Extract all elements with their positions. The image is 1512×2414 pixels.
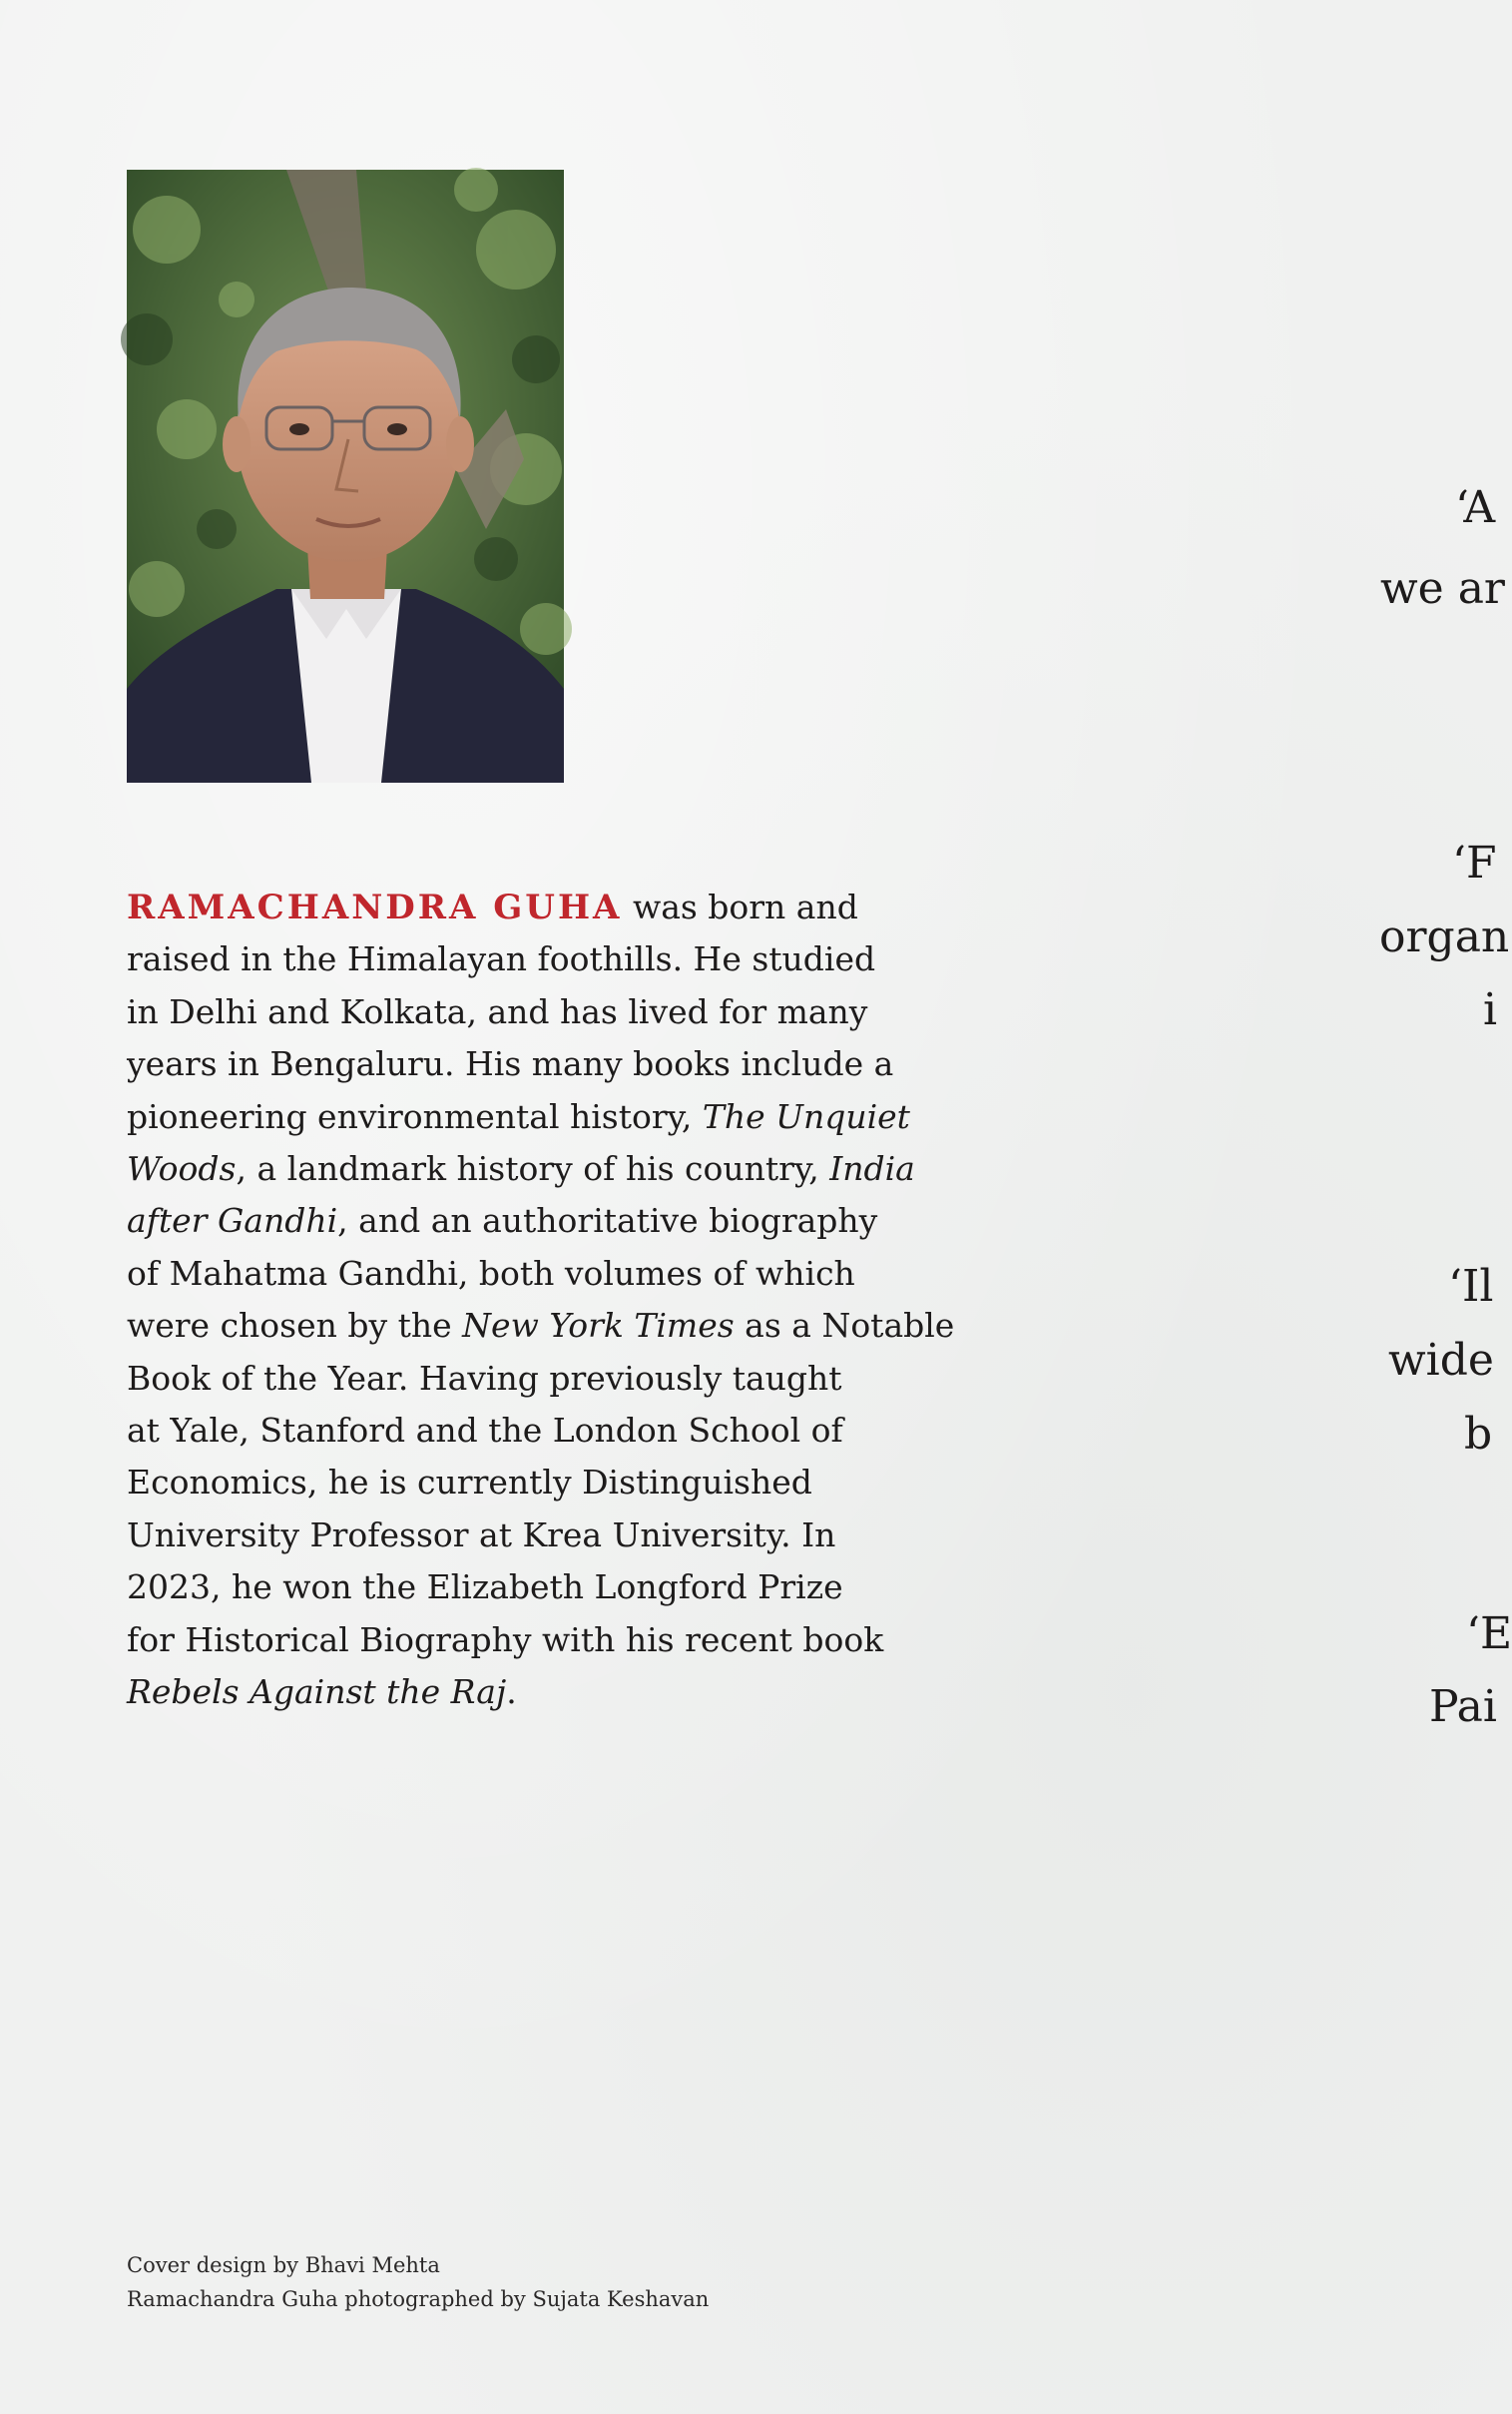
bio-line: pioneering environmental history, The Unquiet — [127, 1096, 910, 1136]
author-photo — [127, 170, 564, 783]
endorsement-quote — [1388, 1334, 1494, 1388]
endorsement-line: Pai — [1429, 1681, 1497, 1732]
bio-line: University Professor at Krea University. In — [127, 1514, 836, 1554]
endorsement-line: wide — [1388, 1335, 1494, 1386]
endorsement-quote — [1466, 1607, 1512, 1661]
endorsement-quote — [1452, 837, 1497, 891]
author-name: RAMACHANDRA GUHA — [127, 888, 623, 927]
endorsement-line: organ — [1379, 911, 1510, 962]
cover-credits — [127, 2248, 709, 2316]
endorsement-quote — [1464, 1408, 1492, 1462]
book-title-india-after-gandhi: after Gandhi — [127, 1201, 338, 1241]
cover-design-credit: Cover design by Bhavi Mehta — [127, 2253, 440, 2277]
bio-line: at Yale, Stanford and the London School of — [127, 1411, 843, 1451]
photo-credit: Ramachandra Guha photographed by Sujata Keshavan — [127, 2287, 710, 2311]
endorsement-line: we ar — [1380, 563, 1505, 614]
endorsement-quote — [1483, 983, 1497, 1037]
author-portrait-illustration — [127, 170, 564, 783]
bio-line: Book of the Year. Having previously taught — [127, 1358, 842, 1398]
bio-line: for Historical Biography with his recent book — [127, 1619, 884, 1659]
publication-new-york-times: New York Times — [462, 1306, 735, 1346]
book-title-unquiet-woods: The Unquiet — [702, 1096, 910, 1136]
bio-line: Economics, he is currently Distinguished — [127, 1463, 812, 1503]
endorsement-quote — [1455, 481, 1495, 535]
bio-line: years in Bengaluru. His many books include a — [127, 1044, 894, 1084]
bio-line: raised in the Himalayan foothills. He studied — [127, 939, 876, 979]
bio-line: RAMACHANDRA GUHA was born and — [127, 888, 858, 927]
book-title-unquiet-woods: Woods — [127, 1149, 237, 1189]
bio-line: after Gandhi, and an authoritative biography — [127, 1201, 878, 1241]
endorsement-line: ‘A — [1455, 482, 1496, 533]
endorsement-line: ‘E — [1466, 1608, 1512, 1659]
endorsement-line: b — [1464, 1409, 1493, 1460]
bio-line: Woods, a landmark history of his country, India — [127, 1149, 915, 1189]
endorsement-quote — [1379, 910, 1509, 964]
endorsement-quote — [1448, 1260, 1493, 1314]
bio-line: 2023, he won the Elizabeth Longford Prize — [127, 1567, 843, 1607]
book-title-india-after-gandhi: India — [829, 1149, 915, 1189]
bio-line: of Mahatma Gandhi, both volumes of which — [127, 1253, 855, 1293]
book-title-rebels-against-the-raj: Rebels Against the Raj — [127, 1672, 507, 1712]
author-biography — [127, 882, 955, 1719]
bio-line: were chosen by the New York Times as a Notable — [127, 1306, 955, 1346]
bio-line: Rebels Against the Raj. — [127, 1672, 517, 1712]
endorsement-line: i — [1483, 984, 1498, 1035]
endorsement-line: ‘F — [1452, 838, 1497, 889]
endorsement-line: ‘Il — [1448, 1261, 1494, 1312]
endorsement-quote — [1380, 562, 1505, 616]
bio-line: in Delhi and Kolkata, and has lived for many — [127, 991, 868, 1031]
endorsement-quote — [1429, 1680, 1497, 1734]
